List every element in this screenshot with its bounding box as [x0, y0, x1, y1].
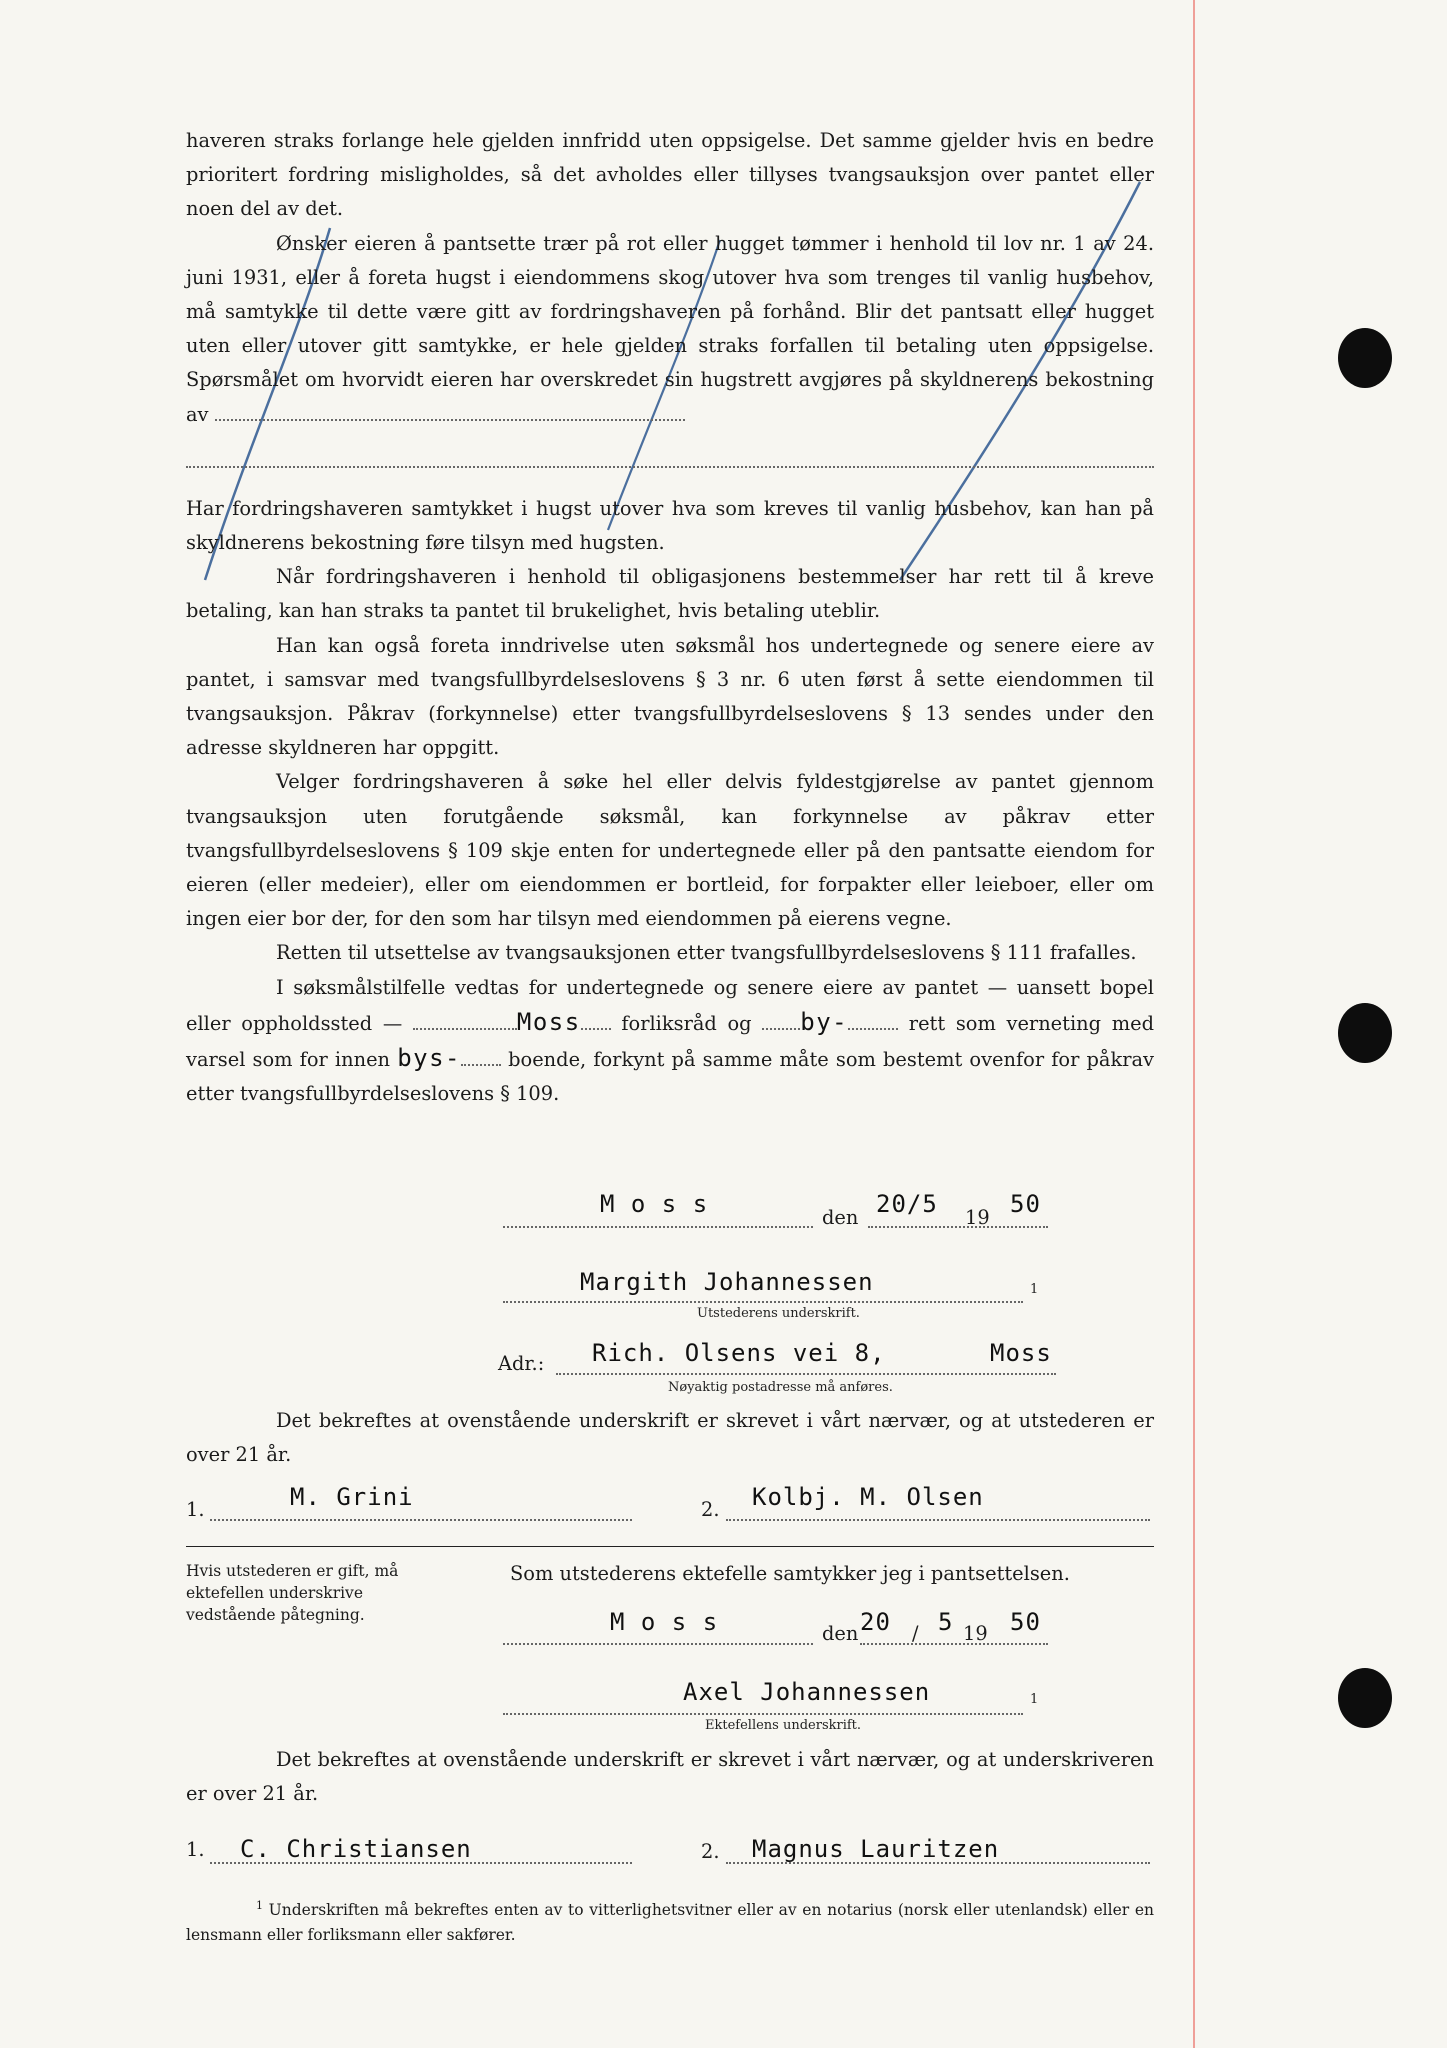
witness1-signature: M. Grini: [290, 1483, 414, 1511]
blank-line: [186, 432, 1154, 468]
terms-text: [186, 124, 1154, 1111]
paragraph-default: haveren straks forlange hele gjelden innfridd uten oppsigelse. Det samme gjelder hvis en bedre prioritert fordring misligholdes, så det avholdes eller tillyses tvangsauksjon over pantet eller noen del av det.: [186, 129, 1154, 221]
date-slash: /: [912, 1622, 919, 1645]
spouse-signature: Axel Johannessen: [683, 1678, 931, 1706]
issuer-city: Moss: [990, 1339, 1052, 1367]
date-den: den: [822, 1206, 859, 1229]
witness2-number: 2.: [701, 1498, 720, 1521]
date-century: 19: [965, 1206, 990, 1229]
date-year: 50: [1010, 1190, 1041, 1218]
issuer-signature: Margith Johannessen: [580, 1268, 874, 1296]
venue-city: Moss: [516, 1007, 581, 1036]
spouse-witness1-signature: C. Christiansen: [240, 1835, 472, 1863]
spouse-date-day: 20: [860, 1608, 891, 1636]
paragraph-postponement: Retten til utsettelse av tvangsauksjonen etter tvangsfullbyrdelseslovens § 111 frafalles.: [276, 941, 1137, 965]
spouse-date-year: 50: [1010, 1608, 1041, 1636]
venue-residence: bys-: [397, 1044, 461, 1073]
paragraph-auction: Velger fordringshaveren å søke hel eller delvis fyldestgjørelse av pantet gjennom tvangsauksjon uten forutgående søksmål, kan forkynnelse av påkrav etter tvangsfullbyrdelseslovens § 109 skje enten for undertegnede eller på den pantsatte eiendom for eieren (eller medeier), eller om eiendommen er bortleid, for forpakter eller leieboer, eller om ingen eier bor der, for den som har tilsyn med eiendommen på eierens vegne.: [186, 770, 1154, 931]
issuer-address: Rich. Olsens vei 8,: [592, 1339, 886, 1367]
spouse-witness1-number: 1.: [186, 1838, 205, 1861]
witness2-signature: Kolbj. M. Olsen: [752, 1483, 984, 1511]
signing-place: M o s s: [600, 1190, 709, 1218]
footnote: [186, 1893, 1154, 1948]
address-caption: Nøyaktig postadresse må anføres.: [668, 1380, 893, 1395]
witness1-number: 1.: [186, 1498, 205, 1521]
paragraph-timber: Ønsker eieren å pantsette trær på rot eller hugget tømmer i henhold til lov nr. 1 av 24. juni 1931, eller å foreta hugst i eiendommens skog utover hva som trenges til vanlig husbehov, må samtykke til dette være gitt av fordringshaveren på forhånd. Blir det pantsatt eller hugget uten eller utover gitt samtykke, er hele gjelden straks forfallen til betaling uten oppsigelse. Spørsmålet om hvorvidt eieren har overskredet sin hugstrett avgjøres på skyldnerens bekostning av: [186, 231, 1154, 426]
footnote-mark: 1: [1030, 1282, 1039, 1297]
spouse-side-note: Hvis utstederen er gift, må ektefellen underskrive vedstående påtegning.: [186, 1562, 399, 1624]
spouse-date-century: 19: [963, 1622, 988, 1645]
venue-court: by-: [800, 1007, 849, 1036]
spouse-footnote-mark: 1: [1030, 1692, 1039, 1707]
section-divider: [186, 1546, 1154, 1547]
confirmation-text-1: Det bekreftes at ovenstående underskrift er skrevet i vårt nærvær, og at utstederen er over 21 år.: [186, 1409, 1154, 1467]
footnote-number: 1: [256, 1899, 263, 1912]
paragraph-payment: Når fordringshaveren i henhold til obligasjonens bestemmelser har rett til å kreve betaling, kan han straks ta pantet til brukelighet, hvis betaling uteblir.: [186, 565, 1154, 623]
spouse-witness2-signature: Magnus Lauritzen: [752, 1835, 1000, 1863]
paragraph-supervision: Har fordringshaveren samtykket i hugst utover hva som kreves til vanlig husbehov, kan han på skyldnerens bekostning føre tilsyn med hugsten.: [186, 496, 1154, 555]
paragraph-venue: I søksmålstilfelle vedtas for undertegnede og senere eiere av pantet — uansett bopel eller oppholdssted — Moss forliksråd og by- rett som verneting med varsel som for innen bys- boende, forkynt på samme måte som bestemt ovenfor for påkrav etter tvangsfullbyrdelseslovens § 109.: [186, 975, 1154, 1106]
paragraph-collection: Han kan også foreta inndrivelse uten søksmål hos undertegnede og senere eiere av pantet, i samsvar med tvangsfullbyrdelseslovens § 3 nr. 6 uten først å sette eiendommen til tvangsauksjon. Påkrav (forkynnelse) etter tvangsfullbyrdelseslovens § 13 sendes under den adresse skyldneren har oppgitt.: [186, 633, 1154, 760]
spouse-date-month: 5: [938, 1608, 954, 1636]
footnote-text: Underskriften må bekreftes enten av to vitterlighetsvitner eller av en notarius (norsk eller utenlandsk) eller en lensmann eller forliksmann eller sakfører.: [186, 1901, 1154, 1945]
spouse-witness2-number: 2.: [701, 1840, 720, 1863]
spouse-caption: Ektefellens underskrift.: [705, 1718, 862, 1733]
confirmation-text-2: Det bekreftes at ovenstående underskrift er skrevet i vårt nærvær, og at underskriveren er over 21 år.: [186, 1748, 1154, 1806]
spouse-date-den: den: [822, 1622, 859, 1645]
address-label: Adr.:: [498, 1352, 545, 1375]
spouse-consent: Som utstederens ektefelle samtykker jeg i pantsettelsen.: [510, 1562, 1070, 1585]
spouse-signing-place: M o s s: [610, 1608, 719, 1636]
signing-date: 20/5: [876, 1190, 938, 1218]
issuer-caption: Utstederens underskrift.: [697, 1306, 860, 1321]
